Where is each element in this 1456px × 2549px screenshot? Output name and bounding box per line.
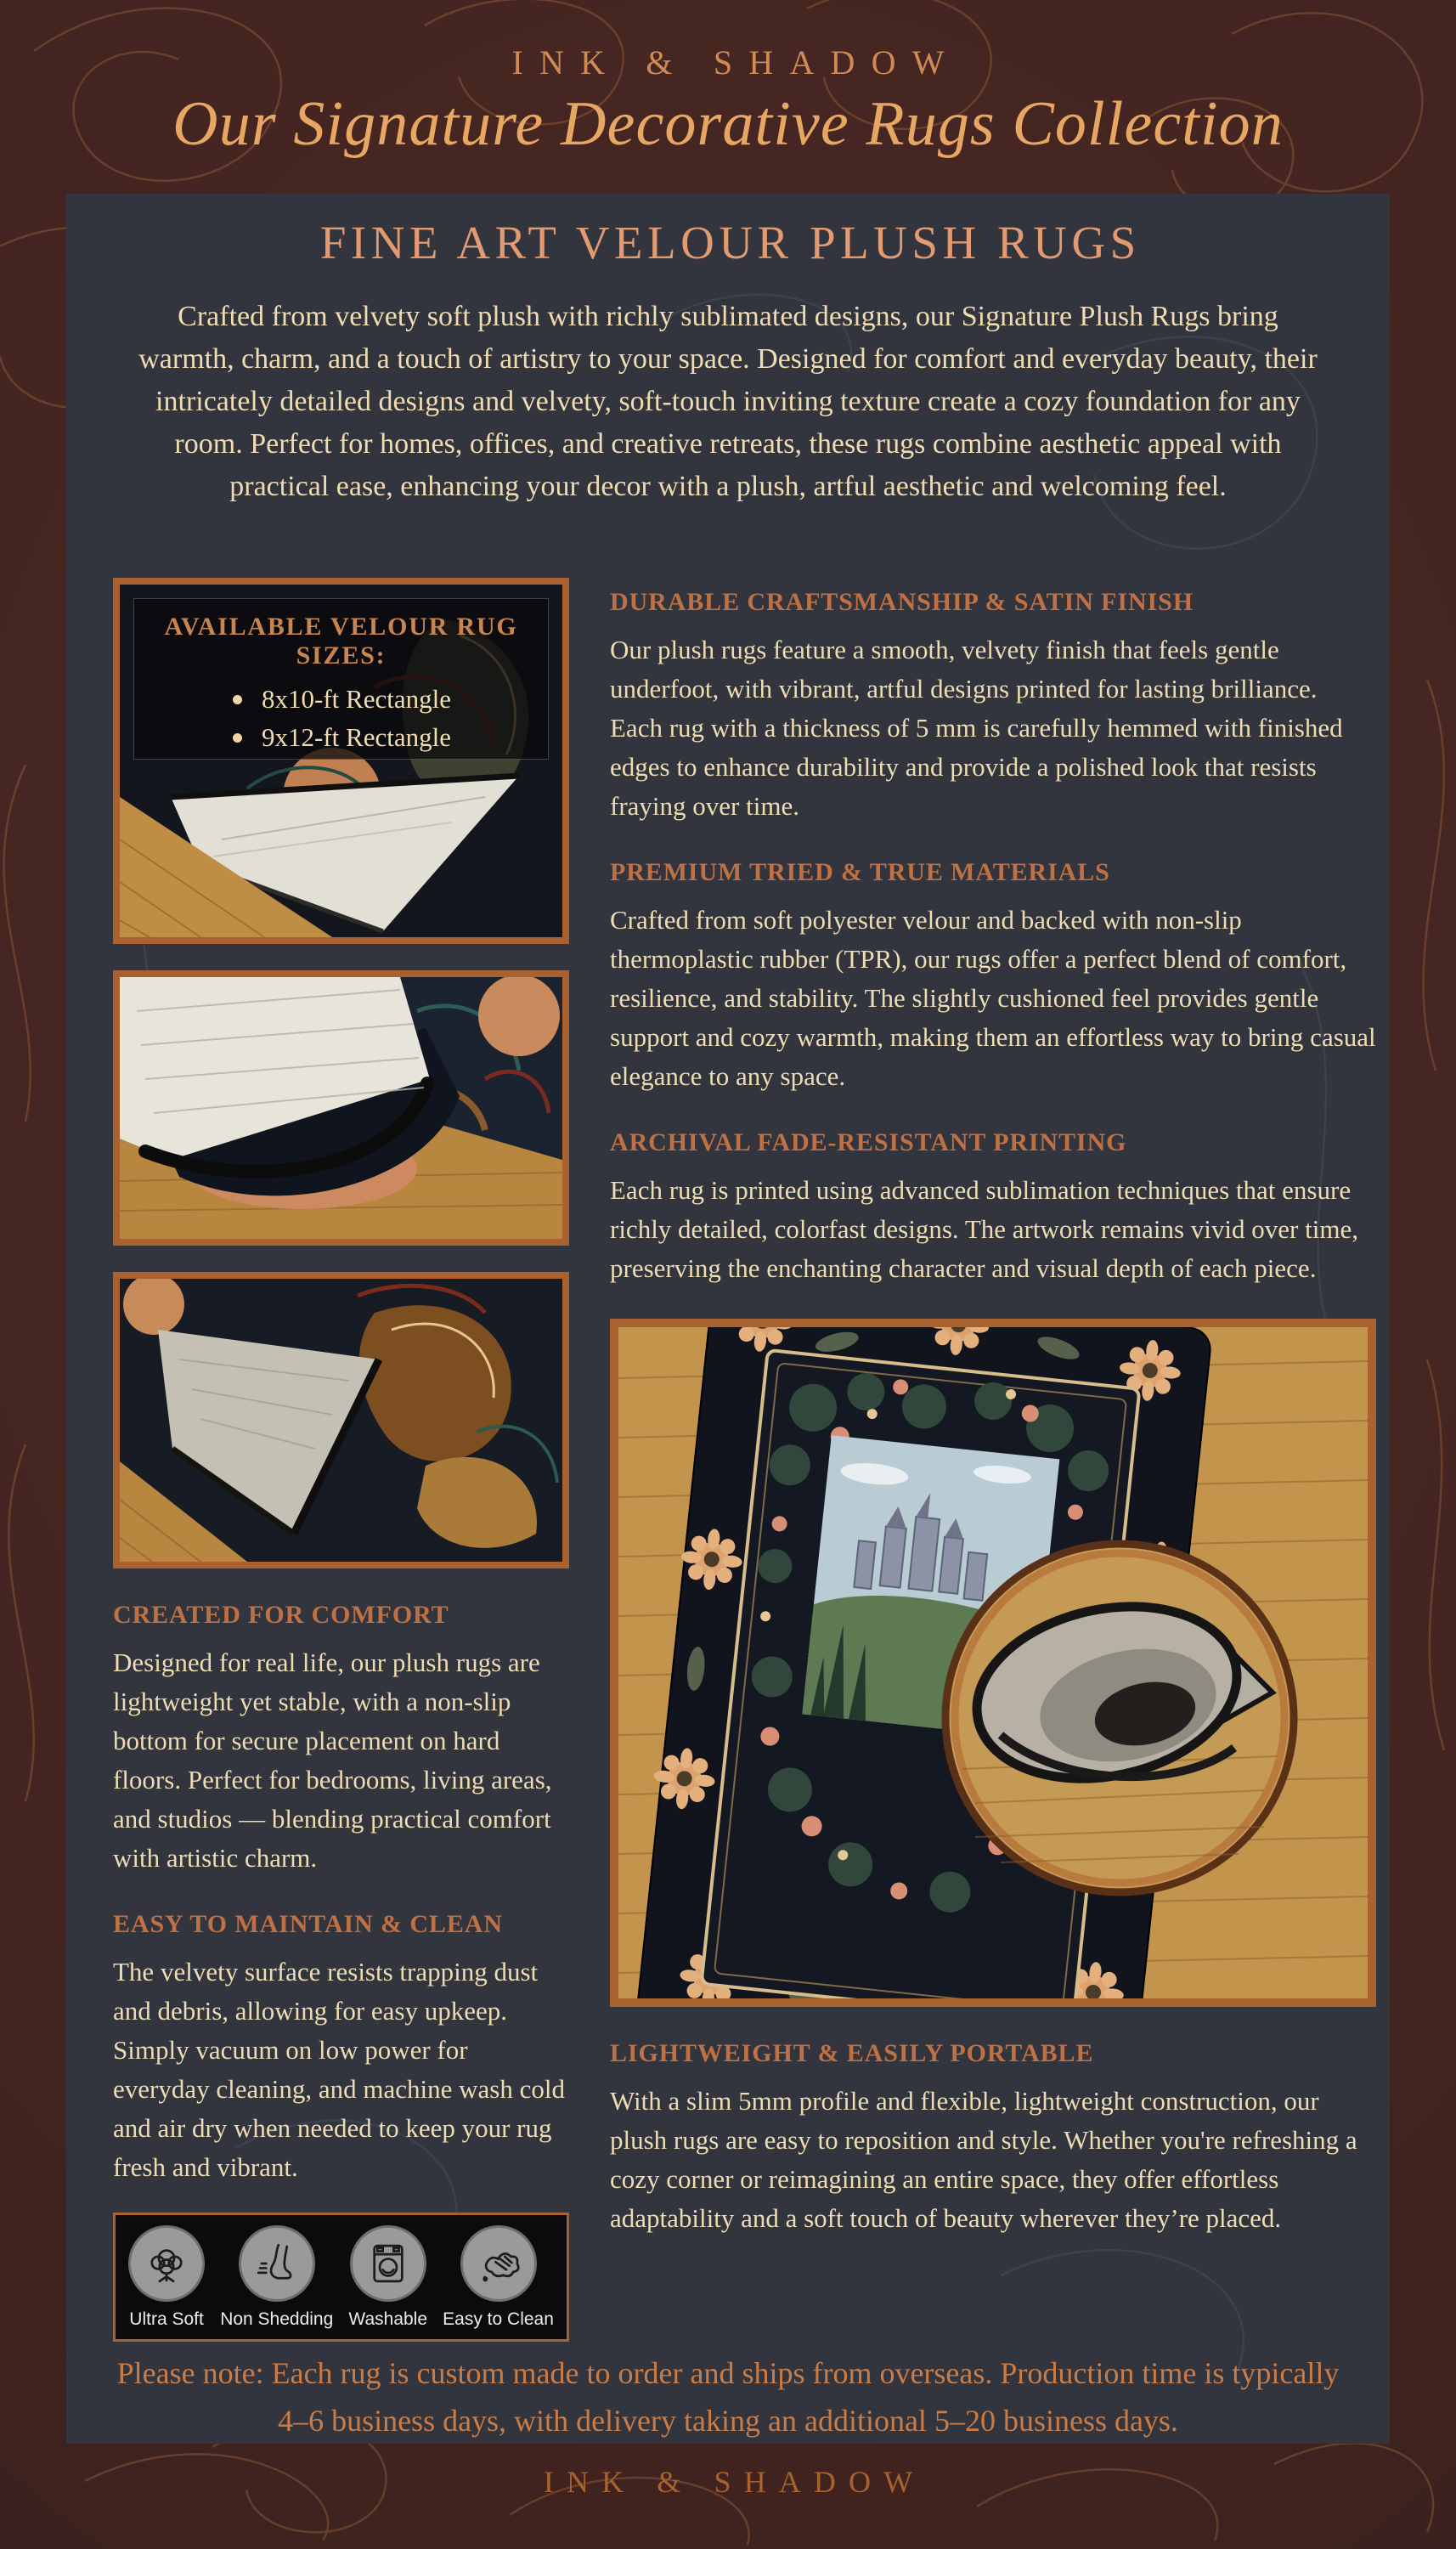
sizes-list bbox=[231, 684, 451, 753]
badge-label: Easy to Clean bbox=[443, 2309, 554, 2329]
badge-label: Washable bbox=[348, 2309, 428, 2329]
feature-badges-strip bbox=[113, 2213, 569, 2342]
section-body-maintain: The velvety surface resists trapping dust and debris, allowing for easy upkeep. Simply vacuum on low power for everyday cleaning, and machine wash cold and air dry when needed to keep your rug fresh and vibrant. bbox=[113, 1957, 565, 2182]
foot-icon bbox=[239, 2225, 315, 2302]
section-body-durable: Our plush rugs feature a smooth, velvety finish that feels gentle underfoot, with vibrant, artful designs printed for lasting brilliance. Each rug with a thickness of 5 mm is carefully hemmed with finished edges to enhance durability and provide a polished look that resists fraying over time. bbox=[610, 635, 1343, 821]
photo-rug-sizes bbox=[113, 578, 569, 944]
photo-rug-display bbox=[610, 1319, 1376, 2007]
section-heading-archival: ARCHIVAL FADE-RESISTANT PRINTING bbox=[610, 1128, 1127, 1156]
section-body-premium: Crafted from soft polyester velour and backed with non-slip thermoplastic rubber (TPR), our rugs offer a perfect blend of comfort, resilience, and stability. The slightly cushioned feel provides gentle support and cozy warmth, making them an effortless way to bring casual elegance to any space. bbox=[610, 905, 1376, 1091]
collection-tagline: Our Signature Decorative Rugs Collection bbox=[172, 89, 1284, 159]
brand-header: INK & SHADOW bbox=[511, 43, 961, 82]
section-body-comfort: Designed for real life, our plush rugs are lightweight yet stable, with a non-slip bottom for secure placement on hard floors. Perfect for bedrooms, living areas, and studios — blending practical comfort with artistic charm. bbox=[113, 1648, 552, 1873]
intro-paragraph: Crafted from velvety soft plush with richly sublimated designs, our Signature Plush Rugs bring warmth, charm, and a touch of artistry to your space. Designed for comfort and everyday beauty, their intricately detailed designs and velvety, soft-touch inviting texture create a cozy foundation for any room. Perfect for homes, offices, and creative retreats, these rugs combine aesthetic appeal with practical ease, enhancing your decor with a plush, artful aesthetic and welcoming feel. bbox=[138, 301, 1318, 502]
sizes-title: AVAILABLE VELOUR RUG SIZES: bbox=[164, 613, 518, 670]
brand-footer: INK & SHADOW bbox=[543, 2465, 926, 2499]
hand-wipe-icon bbox=[460, 2225, 537, 2302]
badge-easy-clean bbox=[443, 2225, 554, 2330]
right-column bbox=[610, 578, 1376, 2238]
photo-hem-closeup bbox=[113, 970, 569, 1246]
badge-ultra-soft bbox=[128, 2225, 205, 2330]
photo-hem-closeup-image bbox=[120, 977, 562, 1239]
section-heading-durable: DURABLE CRAFTSMANSHIP & SATIN FINISH bbox=[610, 588, 1194, 616]
content-panel bbox=[66, 194, 1390, 2444]
photo-corner-flip bbox=[113, 1272, 569, 1568]
page-title: FINE ART VELOUR PLUSH RUGS bbox=[319, 217, 1141, 268]
section-body-lightweight: With a slim 5mm profile and flexible, lightweight construction, our plush rugs are easy to reposition and style. Whether you're refreshing a cozy corner or reimagining an entire space, they offer effortless adaptability and a soft touch of beauty wherever they’re placed. bbox=[610, 2086, 1357, 2233]
size-item: 9x12-ft Rectangle bbox=[231, 722, 451, 753]
cotton-icon bbox=[128, 2225, 205, 2302]
section-heading-comfort: CREATED FOR COMFORT bbox=[113, 1601, 449, 1629]
section-heading-lightweight: LIGHTWEIGHT & EASILY PORTABLE bbox=[610, 2039, 1094, 2067]
badge-label: Non Shedding bbox=[220, 2309, 334, 2329]
photo-corner-flip-image bbox=[120, 1279, 562, 1562]
section-heading-maintain: EASY TO MAINTAIN & CLEAN bbox=[113, 1910, 503, 1938]
washing-machine-icon bbox=[350, 2225, 426, 2302]
production-note: Please note: Each rug is custom made to order and ships from overseas. Production time is typically 4–6 business days, with delivery taking an additional 5–20 business days. bbox=[116, 2356, 1340, 2438]
badge-washable bbox=[348, 2225, 427, 2330]
badge-non-shedding bbox=[220, 2225, 333, 2330]
photo-rug-display-image bbox=[618, 1327, 1368, 1998]
section-body-archival: Each rug is printed using advanced sublimation techniques that ensure richly detailed, colorfast designs. The artwork remains vivid over time, preserving the enchanting character and visual depth of each piece. bbox=[610, 1175, 1358, 1283]
sizes-overlay bbox=[133, 598, 549, 760]
badge-label: Ultra Soft bbox=[129, 2309, 204, 2329]
size-item: 8x10-ft Rectangle bbox=[231, 684, 451, 715]
section-heading-premium: PREMIUM TRIED & TRUE MATERIALS bbox=[610, 858, 1110, 886]
left-column bbox=[113, 578, 569, 2342]
